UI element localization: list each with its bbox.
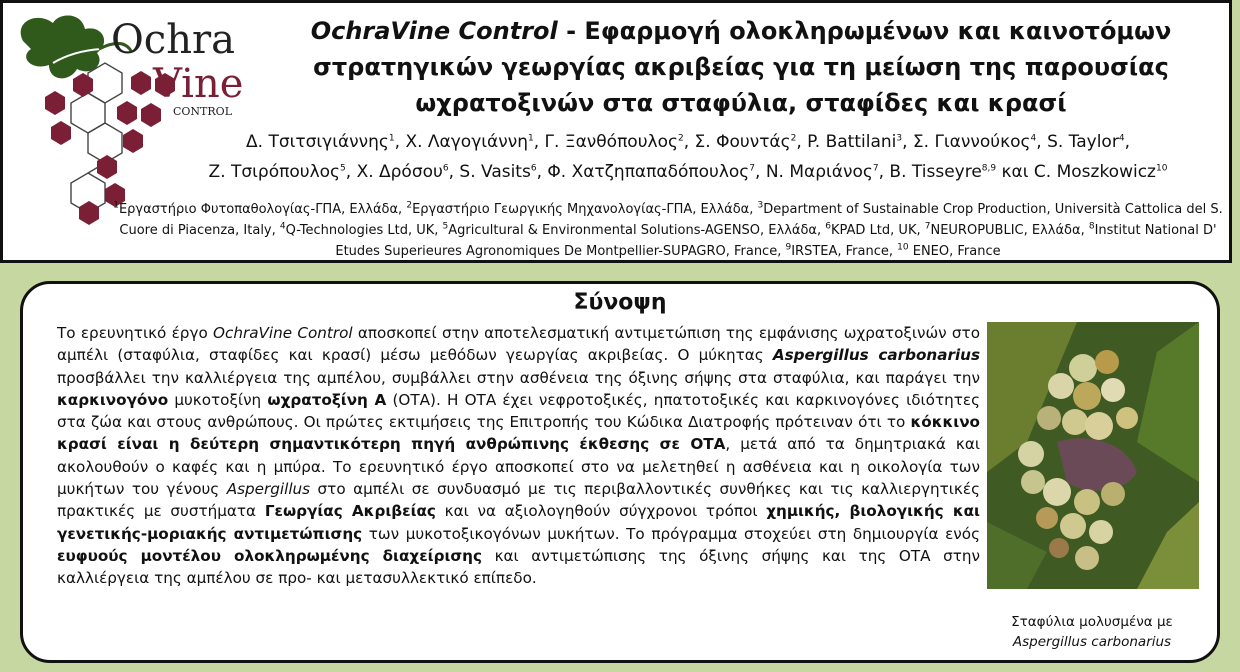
abstract-text: [57, 322, 980, 590]
author-affil-sup: 1: [528, 133, 534, 144]
abstract-segment: στο αμπέλι σε συνδυασμό με τις περιβαλλοντικές συνθήκες και τις καλλιεργητικές πρακτικές με συστήματα: [57, 480, 980, 521]
abstract-segment: καρκινογόνο: [57, 390, 169, 409]
affiliation-text: Εργαστήριο Γεωργικής Μηχανολογίας-ΓΠΑ, Ελλάδα,: [412, 202, 758, 217]
abstract-segment: Aspergillus carbonarius: [772, 346, 980, 365]
affiliation-text: Q-Technologies Ltd, UK,: [285, 223, 443, 238]
author-affil-sup: 2: [790, 133, 797, 144]
abstract-segment: Γεωργίας Ακριβείας: [264, 502, 436, 521]
author-affil-sup: 6: [442, 163, 449, 174]
author-name: Φ. Χατζηπαπαδόπουλος: [547, 162, 750, 182]
title-text: - Εφαρμογή ολοκληρωμένων και καινοτόμων στρατηγικών γεωργίας ακριβείας για τη μείωση της παρουσίας ωχρατοξινών στα σταφύλια, σταφίδες και κρασί: [313, 17, 1172, 117]
author-affil-sup: 6: [530, 163, 537, 174]
author-entry: [459, 162, 536, 182]
affiliation-entry: [825, 223, 924, 238]
author-name: Γ. Ξανθόπουλος: [544, 132, 678, 152]
author-affil-sup: 2: [677, 133, 684, 144]
author-name: N. Μαριάνος: [765, 162, 873, 182]
author-entry: [545, 132, 684, 152]
author-name: Ζ. Τσιρόπουλος: [208, 162, 341, 182]
affiliation-entry: [925, 223, 1089, 238]
affiliation-entry: [406, 202, 757, 217]
author-affil-sup: 3: [896, 133, 903, 144]
author-entry: [695, 132, 797, 152]
caption-line-1: Σταφύλια μολυσμένα με: [1011, 614, 1173, 630]
author-affil-sup: 5: [340, 163, 346, 174]
abstract-segment: προσβάλλει την καλλιέργεια της αμπέλου, συμβάλλει στην ασθένεια της όξινης σήψης στα σταφύλια, και παράγει την: [57, 368, 980, 387]
author-affil-sup: 7: [749, 163, 756, 174]
poster-title: [301, 13, 1181, 121]
logo-control: CONTROL: [173, 105, 233, 118]
author-entry: [1047, 132, 1125, 152]
author-affil-sup: 7: [872, 163, 879, 174]
author-entry: [357, 162, 449, 182]
affiliation-entry: [113, 202, 406, 217]
affiliation-sup: 5: [442, 221, 449, 232]
author-entry: [766, 162, 879, 182]
author-entry: [807, 132, 902, 152]
abstract-segment: OchraVine Control: [213, 324, 353, 342]
affiliation-entry: [280, 223, 443, 238]
affiliation-entry: [897, 244, 1000, 259]
title-project-name: OchraVine Control: [310, 17, 558, 45]
author-conjunction: και: [1001, 162, 1029, 182]
author-name: S. Taylor: [1047, 132, 1119, 152]
affiliation-text: ENEO, France: [908, 244, 1001, 259]
affiliation-text: Department of Sustainable Crop Production, Università Cattolica del S. Cuore di Piacenza, Italy,: [119, 202, 1223, 238]
abstract-heading: Σύνοψη: [573, 290, 667, 315]
author-affil-sup: 8,9: [981, 163, 997, 174]
author-affil-sup: 4: [1118, 133, 1125, 144]
caption-line-2: Aspergillus carbonarius: [1012, 634, 1172, 650]
affiliation-text: NEUROPUBLIC, Ελλάδα,: [930, 223, 1089, 238]
author-affil-sup: 10: [1156, 163, 1168, 174]
author-entry: [1034, 162, 1168, 182]
abstract-segment: και να αξιολογηθούν σύγχρονοι τρόποι: [435, 502, 767, 521]
author-entry: [209, 162, 346, 182]
affiliation-text: Εργαστήριο Φυτοπαθολογίας-ΓΠΑ, Ελλάδα,: [118, 202, 407, 217]
author-name: C. Moszkowicz: [1033, 162, 1156, 182]
abstract-segment: (ΟΤΑ). Η ΟΤΑ έχει νεφροτοξικές, ηπατοτοξικές και καρκινογόνες ιδιότητες στα ζώα και στους ανθρώπους. Οι πρώτες εκτιμήσεις της Επιτροπής του Κώδικα Διατροφής πρότειναν ότι το: [57, 390, 980, 432]
author-affil-sup: 1: [388, 133, 395, 144]
author-name: Σ. Φουντάς: [694, 132, 791, 152]
abstract-segment: μυκοτοξίνη: [168, 390, 268, 409]
author-entry: [913, 132, 1036, 152]
affiliation-sup: 3: [757, 200, 764, 211]
affiliation-text: KPAD Ltd, UK,: [831, 223, 925, 238]
logo-vine: Vine: [153, 61, 244, 107]
affiliation-entry: [785, 244, 897, 259]
logo-ochra: Ochra: [111, 17, 235, 63]
affiliation-text: IRSTEA, France,: [791, 244, 898, 259]
author-entry: [405, 132, 533, 152]
abstract-segment: Aspergillus: [226, 480, 311, 499]
affiliation-sup: 2: [406, 200, 413, 211]
affiliation-sup: 10: [897, 242, 909, 253]
author-entry: [246, 132, 395, 152]
poster-header: [0, 0, 1232, 263]
abstract-panel: [20, 281, 1220, 663]
author-list: Δ. Τσιτσιγιάννης$^1$, Χ. Λαγογιάννη$^1$, Γ. Ξανθόπουλος$^2$, Σ. Φουντάς$^2$, P. Battilani$^3$, Σ. Γιαννούκος$^4$, S. Taylor$^4$, Ζ. Τσιρόπουλος$^5$, Χ. Δρόσου$^6$, S. Vasits$^6$, Φ. Χατζηπαπαδόπουλος$^7$, N. Μαριάνος$^7$, B. Tisseyre$^{8,9}$ και C. Moszkowicz$^{10}$: [208, 132, 1168, 182]
abstract-segment: ωχρατοξίνη Α: [267, 390, 387, 409]
affiliation-sup: 6: [825, 221, 831, 232]
grape-photo: [987, 322, 1199, 589]
abstract-segment: αποσκοπεί στην αποτελεσματική αντιμετώπιση της εμφάνισης ωχρατοξινών στο αμπέλι (σταφύλια, σταφίδες και κρασί) μέσω μεθόδων γεωργίας ακριβείας. Ο μύκητας: [57, 324, 980, 365]
affiliation-sup: 4: [279, 221, 286, 232]
author-entry: [889, 162, 996, 182]
abstract-segment: ευφυούς μοντέλου ολοκληρωμένης διαχείρισης: [57, 546, 482, 565]
ochravine-logo: [13, 11, 283, 226]
affiliation-sup: 8: [1088, 221, 1095, 232]
abstract-segment: χημικής, βιολογικής και γενετικής-μοριακής αντιμετώπισης: [57, 502, 980, 543]
author-name: P. Battilani: [807, 132, 897, 152]
affiliation-text: Agricultural & Environmental Solutions-AGENSO, Ελλάδα,: [448, 223, 826, 238]
affiliation-list: [103, 199, 1233, 262]
author-affil-sup: 4: [1030, 133, 1037, 144]
affiliation-sup: 7: [924, 221, 931, 232]
author-entry: [547, 162, 755, 182]
abstract-segment: , μετά από τα δημητριακά και ακολουθούν ο καφές και η μπύρα. Το ερευνητικό έργο αποσκοπεί στο να μελετηθεί η ασθένεια και η οικολογία των μυκήτων του γένους: [57, 435, 980, 499]
photo-caption: [979, 612, 1205, 652]
abstract-segment: Το ερευνητικό έργο: [57, 324, 214, 342]
author-name: B. Tisseyre: [889, 162, 982, 182]
abstract-segment: των μυκοτοξικογόνων μυκήτων. Το πρόγραμμα στοχεύει στη δημιουργία ενός: [362, 524, 980, 543]
affiliation-sup: 9: [785, 242, 792, 253]
affiliation-entry: [443, 223, 826, 238]
author-name: Σ. Γιαννούκος: [912, 132, 1031, 152]
abstract-segment: και αντιμετώπισης της όξινης σήψης και της ΟΤΑ στην καλλιέργεια της αμπέλου σε προ- και μετασυλλεκτικό επίπεδο.: [57, 546, 980, 588]
author-name: Χ. Λαγογιάννη: [405, 132, 528, 152]
author-name: S. Vasits: [459, 162, 531, 182]
abstract-segment: κόκκινο κρασί είναι η δεύτερη σημαντικότερη πηγή ανθρώπινης έκθεσης σε ΟΤΑ: [57, 413, 980, 454]
affiliation-sup: 1: [113, 200, 119, 211]
affiliation-text: Institut National D' Etudes Superieures Agronomiques De Montpellier-SUPAGRO, France,: [335, 223, 1217, 259]
author-name: Χ. Δρόσου: [356, 162, 443, 182]
author-name: Δ. Τσιτσιγιάννης: [246, 132, 389, 152]
